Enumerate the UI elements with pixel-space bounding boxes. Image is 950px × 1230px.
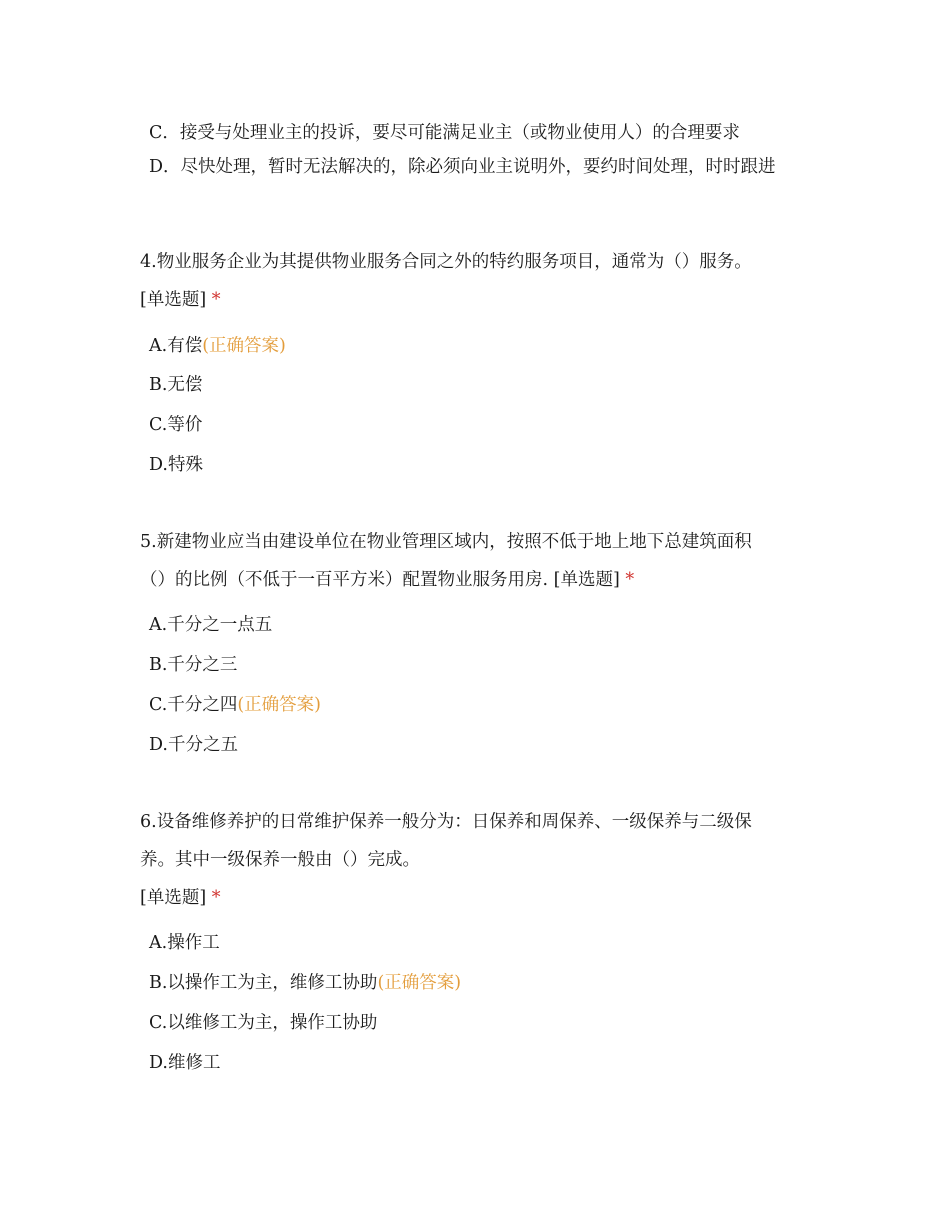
question-5-text xyxy=(140,530,752,554)
correct-answer-tag: (正确答案) xyxy=(237,695,321,715)
question-type-tag: [单选题] xyxy=(140,888,207,908)
option-label: A.千分之一点五 xyxy=(149,615,273,635)
question-text-line: 4.物业服务企业为其提供物业服务合同之外的特约服务项目，通常为（）服务。 xyxy=(140,252,752,272)
question-6-option-c[interactable] xyxy=(149,1011,377,1035)
question-6-option-a[interactable] xyxy=(149,931,220,955)
question-text-line: 6.设备维修养护的日常维护保养一般分为：日保养和周保养、一级保养与二级保 xyxy=(140,812,752,832)
question-type-tag: [单选题] xyxy=(553,570,620,590)
question-6-text-cont xyxy=(140,848,420,872)
option-label: C.等价 xyxy=(149,415,203,435)
option-label: C.以维修工为主，操作工协助 xyxy=(149,1013,378,1033)
question-4-text xyxy=(140,250,752,274)
question-4-option-c[interactable] xyxy=(149,413,202,437)
question-4-option-d[interactable] xyxy=(149,453,203,477)
question-text-line: 5.新建物业应当由建设单位在物业管理区域内，按照不低于地上地下总建筑面积 xyxy=(140,532,752,552)
question-5-option-a[interactable] xyxy=(149,613,272,637)
required-mark: * xyxy=(211,888,221,908)
correct-answer-tag: (正确答案) xyxy=(202,336,286,356)
question-text-line: （）的比例（不低于一百平方米）配置物业服务用房. xyxy=(140,570,549,590)
option-label: D.千分之五 xyxy=(149,735,238,755)
question-5-text-cont xyxy=(140,568,634,592)
question-4-option-a[interactable] xyxy=(149,334,286,358)
question-type-tag: [单选题] xyxy=(140,290,207,310)
question-5-option-b[interactable] xyxy=(149,653,237,677)
correct-answer-tag: (正确答案) xyxy=(377,973,462,993)
question-4-option-b[interactable] xyxy=(149,373,202,397)
option-label: A.操作工 xyxy=(149,933,220,953)
option-label: B.无偿 xyxy=(149,375,203,395)
prev-option-c xyxy=(149,121,740,145)
option-label: A.有偿 xyxy=(149,336,203,356)
option-label: C．接受与处理业主的投诉，要尽可能满足业主（或物业使用人）的合理要求 xyxy=(149,123,740,143)
question-5-option-d[interactable] xyxy=(149,733,238,757)
question-6-option-d[interactable] xyxy=(149,1051,220,1075)
required-mark: * xyxy=(211,290,221,310)
required-mark: * xyxy=(625,570,635,590)
option-label: B.以操作工为主，维修工协助 xyxy=(149,973,378,993)
question-text-line: 养。其中一级保养一般由（）完成。 xyxy=(140,850,420,870)
question-4-type xyxy=(140,288,220,312)
question-5-option-c[interactable] xyxy=(149,693,321,717)
question-6-type xyxy=(140,886,220,910)
option-label: D．尽快处理，暂时无法解决的，除必须向业主说明外，要约时间处理，时时跟进 xyxy=(149,157,776,177)
question-6-option-b[interactable] xyxy=(149,971,461,995)
question-6-text xyxy=(140,810,752,834)
option-label: B.千分之三 xyxy=(149,655,238,675)
option-label: C.千分之四 xyxy=(149,695,238,715)
option-label: D.维修工 xyxy=(149,1053,221,1073)
prev-option-d xyxy=(149,155,809,180)
option-label: D.特殊 xyxy=(149,455,203,475)
